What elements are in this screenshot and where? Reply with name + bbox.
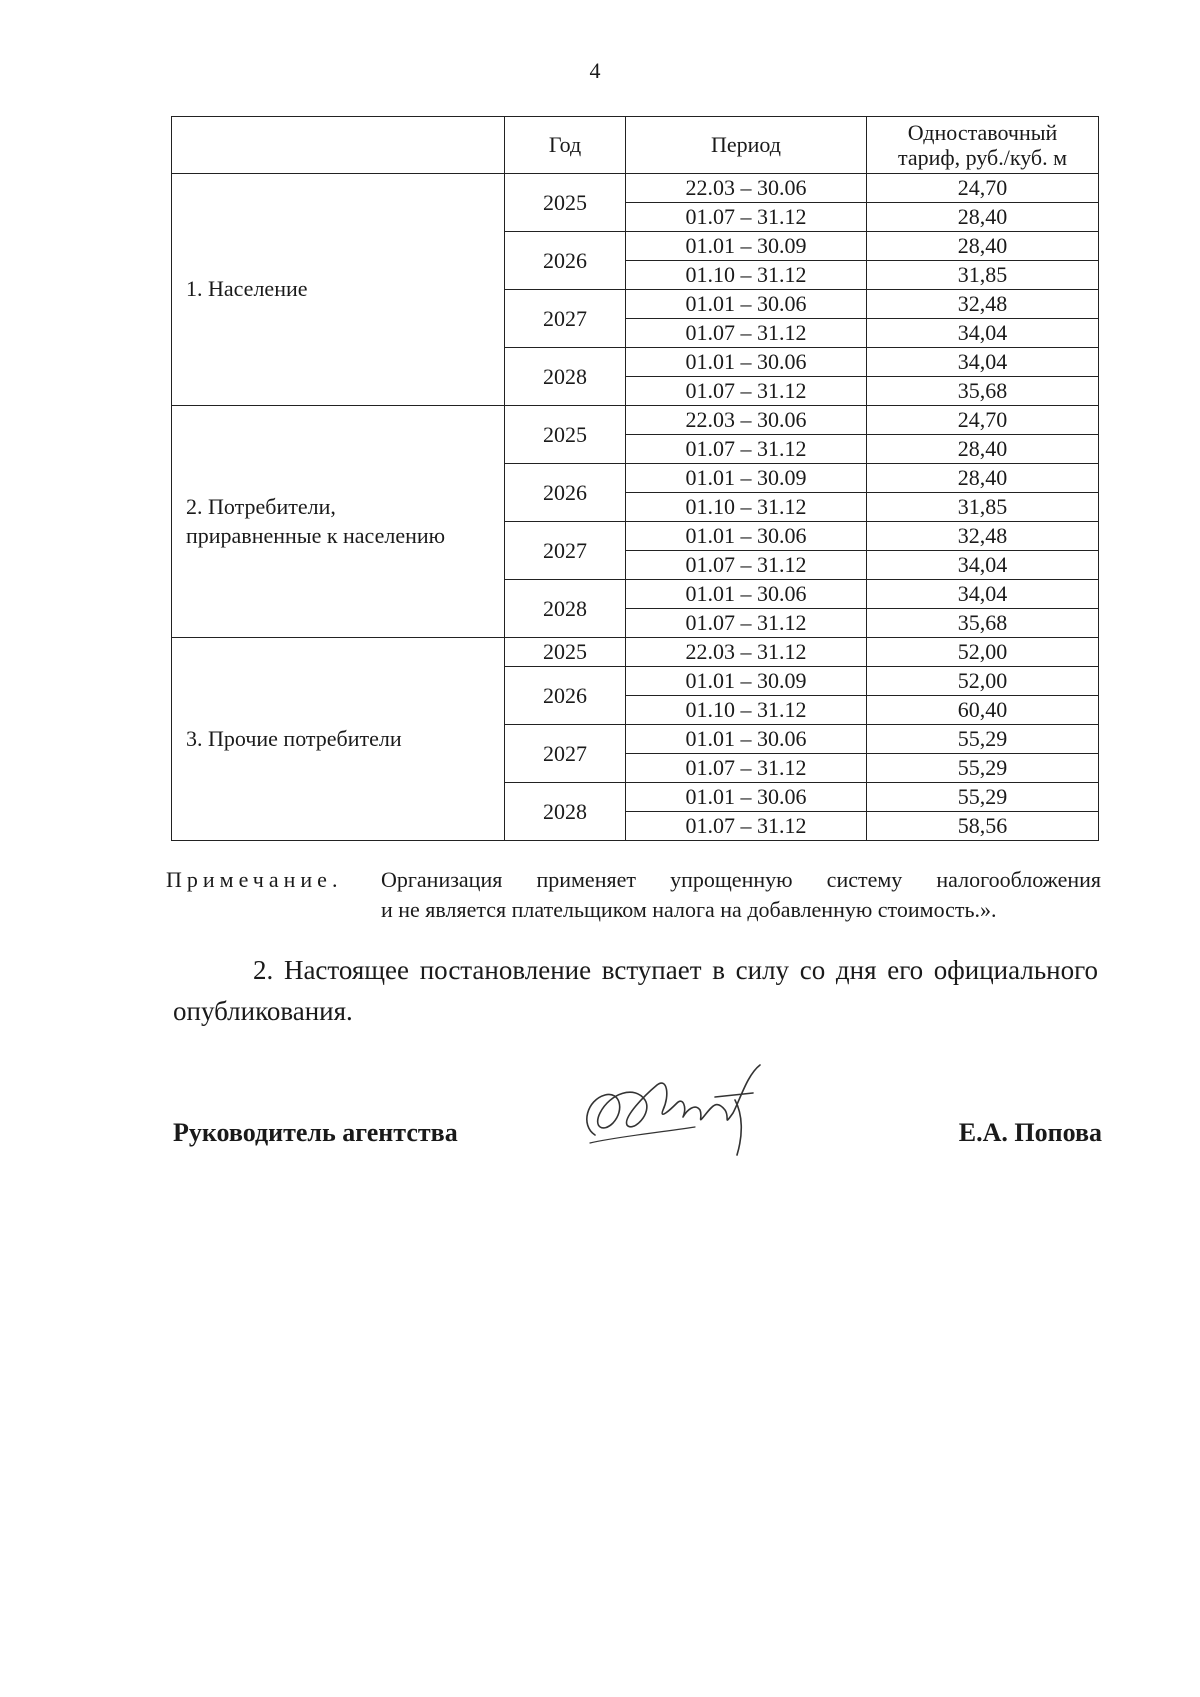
year-cell: 2025 [505, 638, 626, 667]
tariff-cell: 34,04 [867, 580, 1099, 609]
period-cell: 01.07 – 31.12 [626, 609, 867, 638]
period-cell: 01.01 – 30.06 [626, 522, 867, 551]
year-cell: 2027 [505, 522, 626, 580]
period-cell: 01.01 – 30.09 [626, 667, 867, 696]
year-cell: 2026 [505, 667, 626, 725]
tariff-cell: 31,85 [867, 493, 1099, 522]
header-period: Период [626, 117, 867, 174]
decree-paragraph: 2. Настоящее постановление вступает в силу со дня его официального опубликования. [173, 955, 1098, 1026]
table-row [172, 638, 1099, 667]
tariff-cell: 35,68 [867, 377, 1099, 406]
year-cell: 2028 [505, 580, 626, 638]
tariff-cell: 24,70 [867, 174, 1099, 203]
period-cell: 01.10 – 31.12 [626, 493, 867, 522]
tariff-cell: 34,04 [867, 348, 1099, 377]
group-label-line2: приравненные к населению [186, 522, 446, 548]
table-row [172, 406, 1099, 435]
year-cell: 2025 [505, 406, 626, 464]
header-tariff-line2: тариф, руб./куб. м [897, 145, 1068, 170]
tariff-cell: 52,00 [867, 638, 1099, 667]
group-label [172, 406, 505, 638]
group-label: 1. Население [172, 174, 505, 406]
period-cell: 01.01 – 30.09 [626, 232, 867, 261]
year-cell: 2028 [505, 783, 626, 841]
tariff-cell: 58,56 [867, 812, 1099, 841]
group-label: 3. Прочие потребители [172, 638, 505, 841]
period-cell: 22.03 – 30.06 [626, 406, 867, 435]
period-cell: 22.03 – 30.06 [626, 174, 867, 203]
tariff-cell: 28,40 [867, 435, 1099, 464]
period-cell: 01.01 – 30.06 [626, 348, 867, 377]
period-cell: 01.07 – 31.12 [626, 551, 867, 580]
note-label: Примечание. [166, 867, 343, 892]
period-cell: 01.07 – 31.12 [626, 435, 867, 464]
tariff-cell: 32,48 [867, 522, 1099, 551]
note-line2: и не является плательщиком налога на добавленную стоимость.». [381, 897, 997, 922]
period-cell: 01.01 – 30.09 [626, 464, 867, 493]
tariff-cell: 32,48 [867, 290, 1099, 319]
tariff-table [171, 116, 1099, 841]
year-cell: 2026 [505, 232, 626, 290]
tariff-cell: 34,04 [867, 319, 1099, 348]
period-cell: 01.07 – 31.12 [626, 754, 867, 783]
signer-name: Е.А. Попова [958, 1118, 1102, 1147]
period-cell: 01.07 – 31.12 [626, 377, 867, 406]
period-cell: 22.03 – 31.12 [626, 638, 867, 667]
period-cell: 01.10 – 31.12 [626, 261, 867, 290]
tariff-cell: 55,29 [867, 725, 1099, 754]
tariff-cell: 24,70 [867, 406, 1099, 435]
header-tariff-line1: Одноставочный [907, 119, 1058, 145]
tariff-cell: 31,85 [867, 261, 1099, 290]
group-label-line1: 2. Потребители, [186, 493, 336, 519]
period-cell: 01.01 – 30.06 [626, 725, 867, 754]
tariff-cell: 28,40 [867, 203, 1099, 232]
period-cell: 01.07 – 31.12 [626, 319, 867, 348]
tariff-cell: 55,29 [867, 783, 1099, 812]
table-header-row [172, 117, 1099, 174]
tariff-cell: 52,00 [867, 667, 1099, 696]
tariff-cell: 34,04 [867, 551, 1099, 580]
period-cell: 01.10 – 31.12 [626, 696, 867, 725]
note-line1: Организация применяет упрощенную систему налогообложения [381, 867, 1101, 892]
year-cell: 2027 [505, 290, 626, 348]
year-cell: 2028 [505, 348, 626, 406]
tariff-cell: 55,29 [867, 754, 1099, 783]
period-cell: 01.01 – 30.06 [626, 580, 867, 609]
tariff-cell: 28,40 [867, 464, 1099, 493]
tariff-cell: 28,40 [867, 232, 1099, 261]
table-row [172, 174, 1099, 203]
period-cell: 01.07 – 31.12 [626, 812, 867, 841]
header-group-empty [172, 117, 505, 174]
signer-title: Руководитель агентства [173, 1118, 458, 1147]
year-cell: 2027 [505, 725, 626, 783]
period-cell: 01.07 – 31.12 [626, 203, 867, 232]
tariff-cell: 35,68 [867, 609, 1099, 638]
header-year: Год [505, 117, 626, 174]
page-number: 4 [589, 58, 601, 83]
header-tariff [867, 117, 1099, 174]
year-cell: 2025 [505, 174, 626, 232]
period-cell: 01.01 – 30.06 [626, 783, 867, 812]
signature-image [575, 1055, 770, 1160]
period-cell: 01.01 – 30.06 [626, 290, 867, 319]
year-cell: 2026 [505, 464, 626, 522]
tariff-cell: 60,40 [867, 696, 1099, 725]
